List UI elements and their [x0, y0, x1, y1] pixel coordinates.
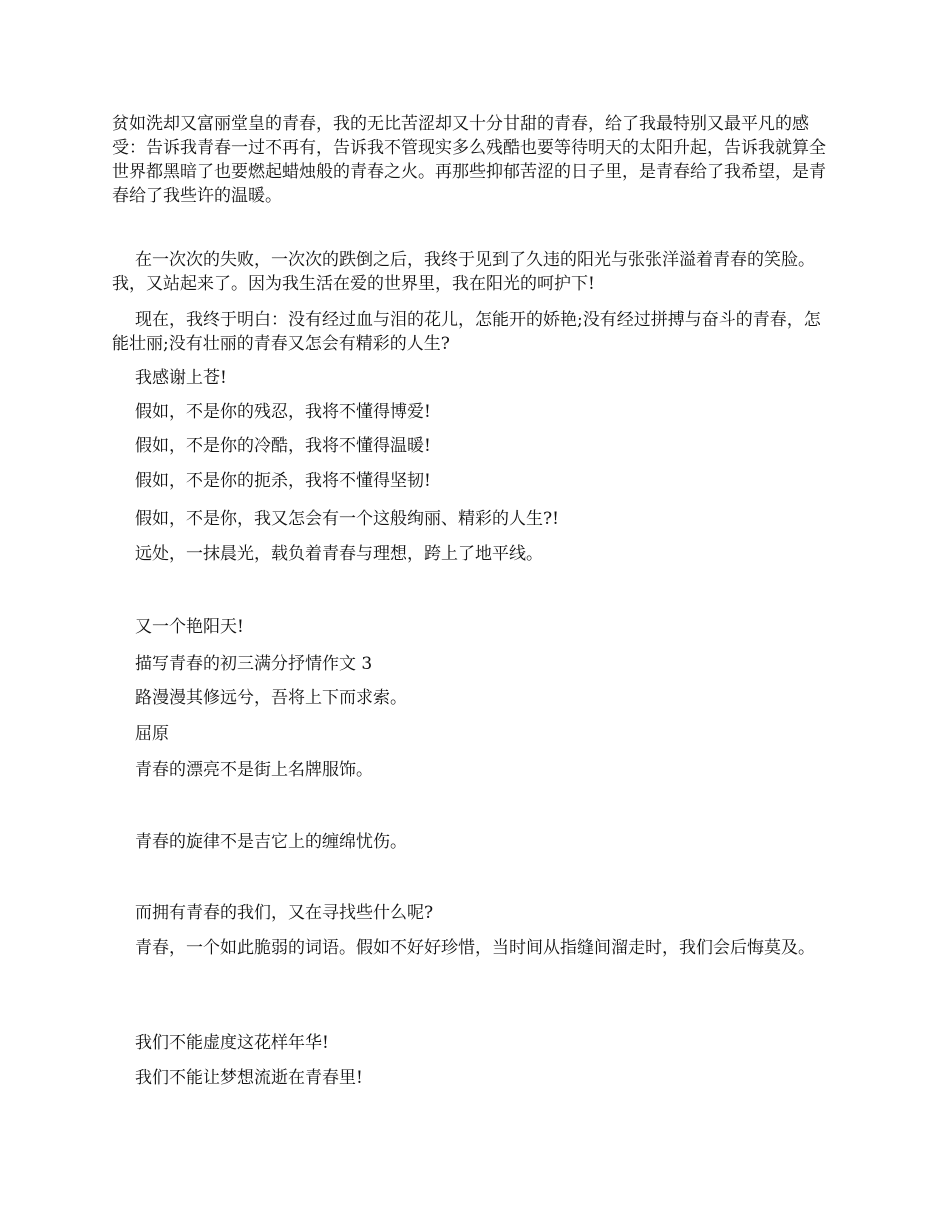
paragraph-11-heading: 描写青春的初三满分抒情作文 3: [135, 654, 373, 674]
paragraph-7: 假如，不是你的扼杀，我将不懂得坚韧!: [135, 471, 431, 491]
paragraph-15: 青春的旋律不是吉它上的缠绵忧伤。: [135, 832, 407, 852]
paragraph-6: 假如，不是你的冷酷，我将不懂得温暖!: [135, 436, 431, 456]
paragraph-9: 远处，一抹晨光，载负着青春与理想，跨上了地平线。: [135, 544, 543, 564]
paragraph-13: 屈原: [135, 724, 169, 744]
paragraph-17: 青春，一个如此脆弱的词语。假如不好好珍惜，当时间从指缝间溜走时，我们会后悔莫及。: [135, 938, 815, 958]
paragraph-8: 假如，不是你，我又怎会有一个这般绚丽、精彩的人生?!: [135, 509, 559, 529]
paragraph-18: 我们不能虚度这花样年华!: [135, 1033, 329, 1053]
paragraph-2: 在一次次的失败，一次次的跌倒之后，我终于见到了久违的阳光与张张洋溢着青春的笑脸。我，又站起来了。因为我生活在爱的世界里，我在阳光的呵护下!: [112, 250, 815, 294]
paragraph-14: 青春的漂亮不是街上名牌服饰。: [135, 760, 373, 780]
paragraph-1: 贫如洗却又富丽堂皇的青春，我的无比苦涩却又十分甘甜的青春，给了我最特别又最平凡的感受：告诉我青春一过不再有，告诉我不管现实多么残酷也要等待明天的太阳升起，告诉我就算全世界都黑暗了也要燃起蜡烛般的青春之火。再那些抑郁苦涩的日子里，是青春给了我希望，是青春给了我些许的温暖。: [112, 114, 826, 206]
paragraph-4: 我感谢上苍!: [135, 368, 227, 388]
paragraph-10: 又一个艳阳天!: [135, 617, 244, 637]
paragraph-5: 假如，不是你的残忍，我将不懂得博爱!: [135, 402, 431, 422]
paragraph-19: 我们不能让梦想流逝在青春里!: [135, 1068, 363, 1088]
paragraph-12: 路漫漫其修远兮，吾将上下而求索。: [135, 688, 407, 708]
paragraph-16: 而拥有青春的我们，又在寻找些什么呢?: [135, 903, 434, 923]
paragraph-3: 现在，我终于明白：没有经过血与泪的花儿，怎能开的娇艳;没有经过拼搏与奋斗的青春，怎能壮丽;没有壮丽的青春又怎会有精彩的人生?: [112, 310, 821, 354]
